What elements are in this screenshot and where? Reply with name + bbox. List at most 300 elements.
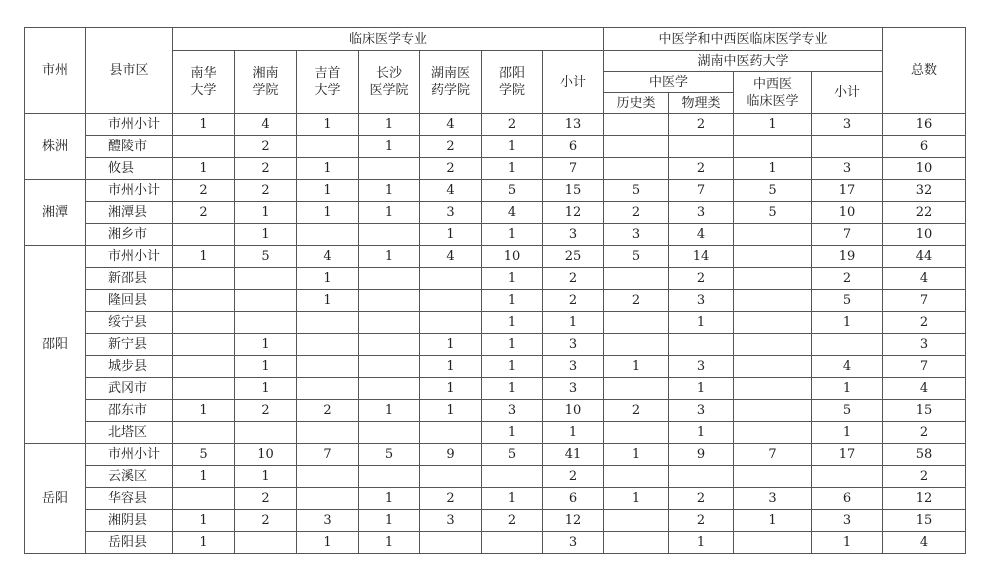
value-cell: 1 [812,312,883,334]
value-cell: 3 [669,400,734,422]
value-cell [297,334,359,356]
value-cell: 1 [235,334,297,356]
value-cell [420,466,482,488]
header-school: 长沙 医学院 [359,51,420,114]
value-cell: 13 [543,114,604,136]
value-cell: 3 [420,510,482,532]
value-cell [604,532,669,554]
county-cell: 北塔区 [86,422,173,444]
value-cell [604,466,669,488]
value-cell: 1 [420,400,482,422]
value-cell [359,312,420,334]
header-school: 湘南 学院 [235,51,297,114]
value-cell [235,532,297,554]
value-cell: 2 [669,158,734,180]
county-cell: 新宁县 [86,334,173,356]
value-cell: 2 [482,510,543,532]
value-cell [812,466,883,488]
value-cell [173,378,235,400]
value-cell: 1 [173,510,235,532]
county-cell: 湘乡市 [86,224,173,246]
county-cell: 醴陵市 [86,136,173,158]
table-row [25,488,966,510]
value-cell: 1 [297,290,359,312]
value-cell: 1 [297,180,359,202]
county-cell: 城步县 [86,356,173,378]
value-cell: 1 [482,290,543,312]
value-cell: 7 [883,290,966,312]
value-cell: 4 [297,246,359,268]
value-cell: 1 [604,356,669,378]
city-cell: 岳阳 [25,444,86,554]
value-cell [235,290,297,312]
value-cell: 2 [669,488,734,510]
value-cell: 1 [669,422,734,444]
value-cell [734,378,812,400]
value-cell: 2 [235,488,297,510]
value-cell [734,224,812,246]
header-total: 总数 [883,28,966,114]
value-cell: 7 [297,444,359,466]
value-cell: 1 [235,202,297,224]
header-clinical-group: 临床医学专业 [173,28,604,51]
value-cell [235,422,297,444]
value-cell [604,136,669,158]
value-cell: 1 [812,532,883,554]
value-cell: 3 [883,334,966,356]
value-cell: 1 [482,268,543,290]
value-cell: 7 [812,224,883,246]
value-cell: 1 [235,466,297,488]
value-cell [359,268,420,290]
value-cell: 12 [543,510,604,532]
value-cell: 3 [604,224,669,246]
value-cell: 5 [173,444,235,466]
value-cell: 4 [420,246,482,268]
value-cell [297,488,359,510]
value-cell: 3 [543,224,604,246]
value-cell: 5 [604,180,669,202]
table-row [25,422,966,444]
value-cell: 1 [359,114,420,136]
value-cell: 5 [482,180,543,202]
value-cell: 2 [812,268,883,290]
value-cell: 1 [543,422,604,444]
value-cell [359,224,420,246]
value-cell [812,334,883,356]
header-school: 南华 大学 [173,51,235,114]
value-cell: 4 [669,224,734,246]
value-cell [482,532,543,554]
value-cell: 3 [543,378,604,400]
table-row [25,466,966,488]
table-row [25,312,966,334]
value-cell [604,268,669,290]
value-cell: 1 [235,356,297,378]
value-cell: 1 [482,224,543,246]
value-cell: 14 [669,246,734,268]
county-cell: 华容县 [86,488,173,510]
header-integrated: 中西医 临床医学 [734,72,812,114]
value-cell: 9 [669,444,734,466]
table-row [25,510,966,532]
value-cell: 2 [235,136,297,158]
value-cell: 7 [669,180,734,202]
value-cell: 4 [883,532,966,554]
value-cell [420,422,482,444]
value-cell: 4 [235,114,297,136]
value-cell: 10 [883,224,966,246]
value-cell: 25 [543,246,604,268]
value-cell [669,334,734,356]
value-cell: 7 [734,444,812,466]
value-cell: 17 [812,444,883,466]
value-cell: 1 [482,422,543,444]
county-cell: 云溪区 [86,466,173,488]
value-cell [173,488,235,510]
value-cell: 5 [734,180,812,202]
value-cell: 4 [883,378,966,400]
value-cell: 1 [297,202,359,224]
value-cell: 1 [359,532,420,554]
value-cell [235,268,297,290]
value-cell: 16 [883,114,966,136]
value-cell: 4 [420,114,482,136]
value-cell: 2 [883,422,966,444]
value-cell [420,268,482,290]
value-cell [359,466,420,488]
county-cell: 湘阴县 [86,510,173,532]
value-cell: 44 [883,246,966,268]
value-cell: 1 [235,378,297,400]
value-cell: 7 [543,158,604,180]
value-cell: 2 [543,268,604,290]
value-cell: 4 [812,356,883,378]
table-row [25,444,966,466]
value-cell: 1 [173,400,235,422]
value-cell: 3 [543,334,604,356]
value-cell [297,312,359,334]
value-cell [734,290,812,312]
county-cell: 岳阳县 [86,532,173,554]
value-cell: 1 [812,422,883,444]
value-cell [734,532,812,554]
value-cell [734,422,812,444]
value-cell: 1 [297,114,359,136]
table-row [25,400,966,422]
value-cell: 3 [543,532,604,554]
county-cell: 隆回县 [86,290,173,312]
value-cell: 2 [604,202,669,224]
value-cell: 10 [812,202,883,224]
value-cell: 1 [734,158,812,180]
value-cell: 6 [543,136,604,158]
value-cell: 2 [297,400,359,422]
value-cell [173,268,235,290]
value-cell: 2 [543,466,604,488]
value-cell [173,334,235,356]
value-cell [173,312,235,334]
city-cell: 株洲 [25,114,86,180]
value-cell [359,290,420,312]
value-cell: 15 [543,180,604,202]
value-cell: 3 [543,356,604,378]
value-cell [734,400,812,422]
header-tcm: 中医学 [604,72,734,93]
value-cell: 2 [420,136,482,158]
county-cell: 新邵县 [86,268,173,290]
header-clinical-subtotal: 小计 [543,51,604,114]
header-school: 湖南医 药学院 [420,51,482,114]
value-cell [173,290,235,312]
value-cell: 7 [883,356,966,378]
value-cell: 15 [883,510,966,532]
table-row [25,136,966,158]
value-cell: 5 [604,246,669,268]
county-cell: 市州小计 [86,114,173,136]
value-cell: 1 [734,510,812,532]
value-cell: 5 [482,444,543,466]
value-cell: 2 [604,290,669,312]
value-cell: 3 [669,356,734,378]
value-cell: 1 [235,224,297,246]
value-cell: 1 [482,334,543,356]
county-cell: 湘潭县 [86,202,173,224]
value-cell: 10 [235,444,297,466]
county-cell: 市州小计 [86,180,173,202]
county-cell: 武冈市 [86,378,173,400]
value-cell: 1 [173,532,235,554]
value-cell [297,378,359,400]
value-cell: 5 [235,246,297,268]
value-cell: 5 [812,290,883,312]
value-cell [604,312,669,334]
header-school: 吉首 大学 [297,51,359,114]
value-cell: 1 [359,400,420,422]
value-cell: 6 [883,136,966,158]
header-tcm-university: 湖南中医药大学 [604,51,883,72]
value-cell: 3 [669,202,734,224]
value-cell: 2 [235,510,297,532]
value-cell: 1 [482,312,543,334]
value-cell [734,136,812,158]
value-cell: 1 [359,136,420,158]
header-tcm-group: 中医学和中西医临床医学专业 [604,28,883,51]
value-cell [297,466,359,488]
value-cell [812,136,883,158]
city-cell: 邵阳 [25,246,86,444]
value-cell: 1 [173,114,235,136]
value-cell [420,312,482,334]
value-cell: 1 [669,312,734,334]
value-cell [734,334,812,356]
value-cell: 1 [359,202,420,224]
table-row [25,180,966,202]
value-cell: 22 [883,202,966,224]
value-cell: 1 [420,356,482,378]
value-cell: 1 [812,378,883,400]
value-cell [420,290,482,312]
value-cell: 10 [883,158,966,180]
value-cell: 3 [812,510,883,532]
county-cell: 绥宁县 [86,312,173,334]
value-cell: 3 [420,202,482,224]
value-cell [297,356,359,378]
county-cell: 邵东市 [86,400,173,422]
header-city: 市州 [25,28,86,114]
value-cell: 1 [359,180,420,202]
value-cell [604,510,669,532]
value-cell [235,312,297,334]
value-cell [734,466,812,488]
value-cell: 15 [883,400,966,422]
value-cell: 2 [883,466,966,488]
value-cell: 1 [669,532,734,554]
county-cell: 市州小计 [86,444,173,466]
value-cell: 9 [420,444,482,466]
table-row [25,532,966,554]
value-cell [604,158,669,180]
value-cell: 1 [173,466,235,488]
value-cell: 4 [482,202,543,224]
value-cell [669,466,734,488]
value-cell [734,356,812,378]
value-cell: 3 [812,158,883,180]
value-cell: 1 [359,488,420,510]
value-cell [734,246,812,268]
value-cell: 2 [669,268,734,290]
value-cell: 6 [543,488,604,510]
value-cell: 2 [883,312,966,334]
table-row [25,202,966,224]
value-cell: 6 [812,488,883,510]
value-cell: 1 [482,356,543,378]
table-row [25,334,966,356]
value-cell: 17 [812,180,883,202]
value-cell: 2 [235,158,297,180]
value-cell [359,422,420,444]
value-cell: 58 [883,444,966,466]
value-cell: 3 [734,488,812,510]
value-cell [420,532,482,554]
value-cell [359,356,420,378]
value-cell: 1 [482,136,543,158]
value-cell: 2 [173,202,235,224]
county-cell: 攸县 [86,158,173,180]
value-cell: 3 [297,510,359,532]
value-cell: 1 [173,158,235,180]
quota-table [24,27,966,554]
value-cell: 32 [883,180,966,202]
table-row [25,268,966,290]
value-cell [604,334,669,356]
value-cell: 2 [669,510,734,532]
value-cell [482,466,543,488]
table-row [25,378,966,400]
value-cell: 1 [297,158,359,180]
value-cell: 10 [543,400,604,422]
value-cell: 2 [604,400,669,422]
table-body [25,114,966,554]
value-cell: 1 [482,378,543,400]
value-cell: 4 [883,268,966,290]
value-cell: 1 [359,510,420,532]
value-cell: 2 [420,488,482,510]
quota-table-container [24,27,966,554]
value-cell: 1 [482,488,543,510]
table-row [25,158,966,180]
value-cell: 5 [812,400,883,422]
value-cell: 12 [543,202,604,224]
value-cell [604,378,669,400]
value-cell: 2 [669,114,734,136]
value-cell: 12 [883,488,966,510]
value-cell: 1 [669,378,734,400]
value-cell [734,312,812,334]
value-cell: 1 [420,378,482,400]
value-cell: 1 [543,312,604,334]
value-cell: 1 [173,246,235,268]
value-cell: 1 [359,246,420,268]
value-cell [669,136,734,158]
table-row [25,246,966,268]
value-cell: 2 [543,290,604,312]
value-cell [604,422,669,444]
value-cell [173,136,235,158]
value-cell: 4 [420,180,482,202]
value-cell: 1 [297,268,359,290]
value-cell: 1 [420,334,482,356]
value-cell [734,268,812,290]
table-row [25,356,966,378]
value-cell: 5 [734,202,812,224]
value-cell [297,422,359,444]
county-cell: 市州小计 [86,246,173,268]
value-cell [359,158,420,180]
value-cell: 2 [173,180,235,202]
value-cell: 5 [359,444,420,466]
header-school: 邵阳 学院 [482,51,543,114]
value-cell: 2 [482,114,543,136]
city-cell: 湘潭 [25,180,86,246]
value-cell [604,114,669,136]
table-row [25,224,966,246]
value-cell: 3 [669,290,734,312]
value-cell: 19 [812,246,883,268]
value-cell [173,422,235,444]
value-cell: 1 [420,224,482,246]
value-cell: 1 [734,114,812,136]
value-cell: 3 [482,400,543,422]
value-cell: 1 [482,158,543,180]
value-cell: 10 [482,246,543,268]
value-cell [359,378,420,400]
header-history: 历史类 [604,93,669,114]
value-cell: 2 [235,180,297,202]
value-cell: 1 [604,488,669,510]
header-county: 县市区 [86,28,173,114]
value-cell [173,224,235,246]
value-cell: 41 [543,444,604,466]
header-physics: 物理类 [669,93,734,114]
value-cell: 1 [604,444,669,466]
value-cell [359,334,420,356]
table-row [25,290,966,312]
value-cell: 3 [812,114,883,136]
value-cell [297,136,359,158]
value-cell: 1 [297,532,359,554]
header-tcm-subtotal: 小计 [812,72,883,114]
